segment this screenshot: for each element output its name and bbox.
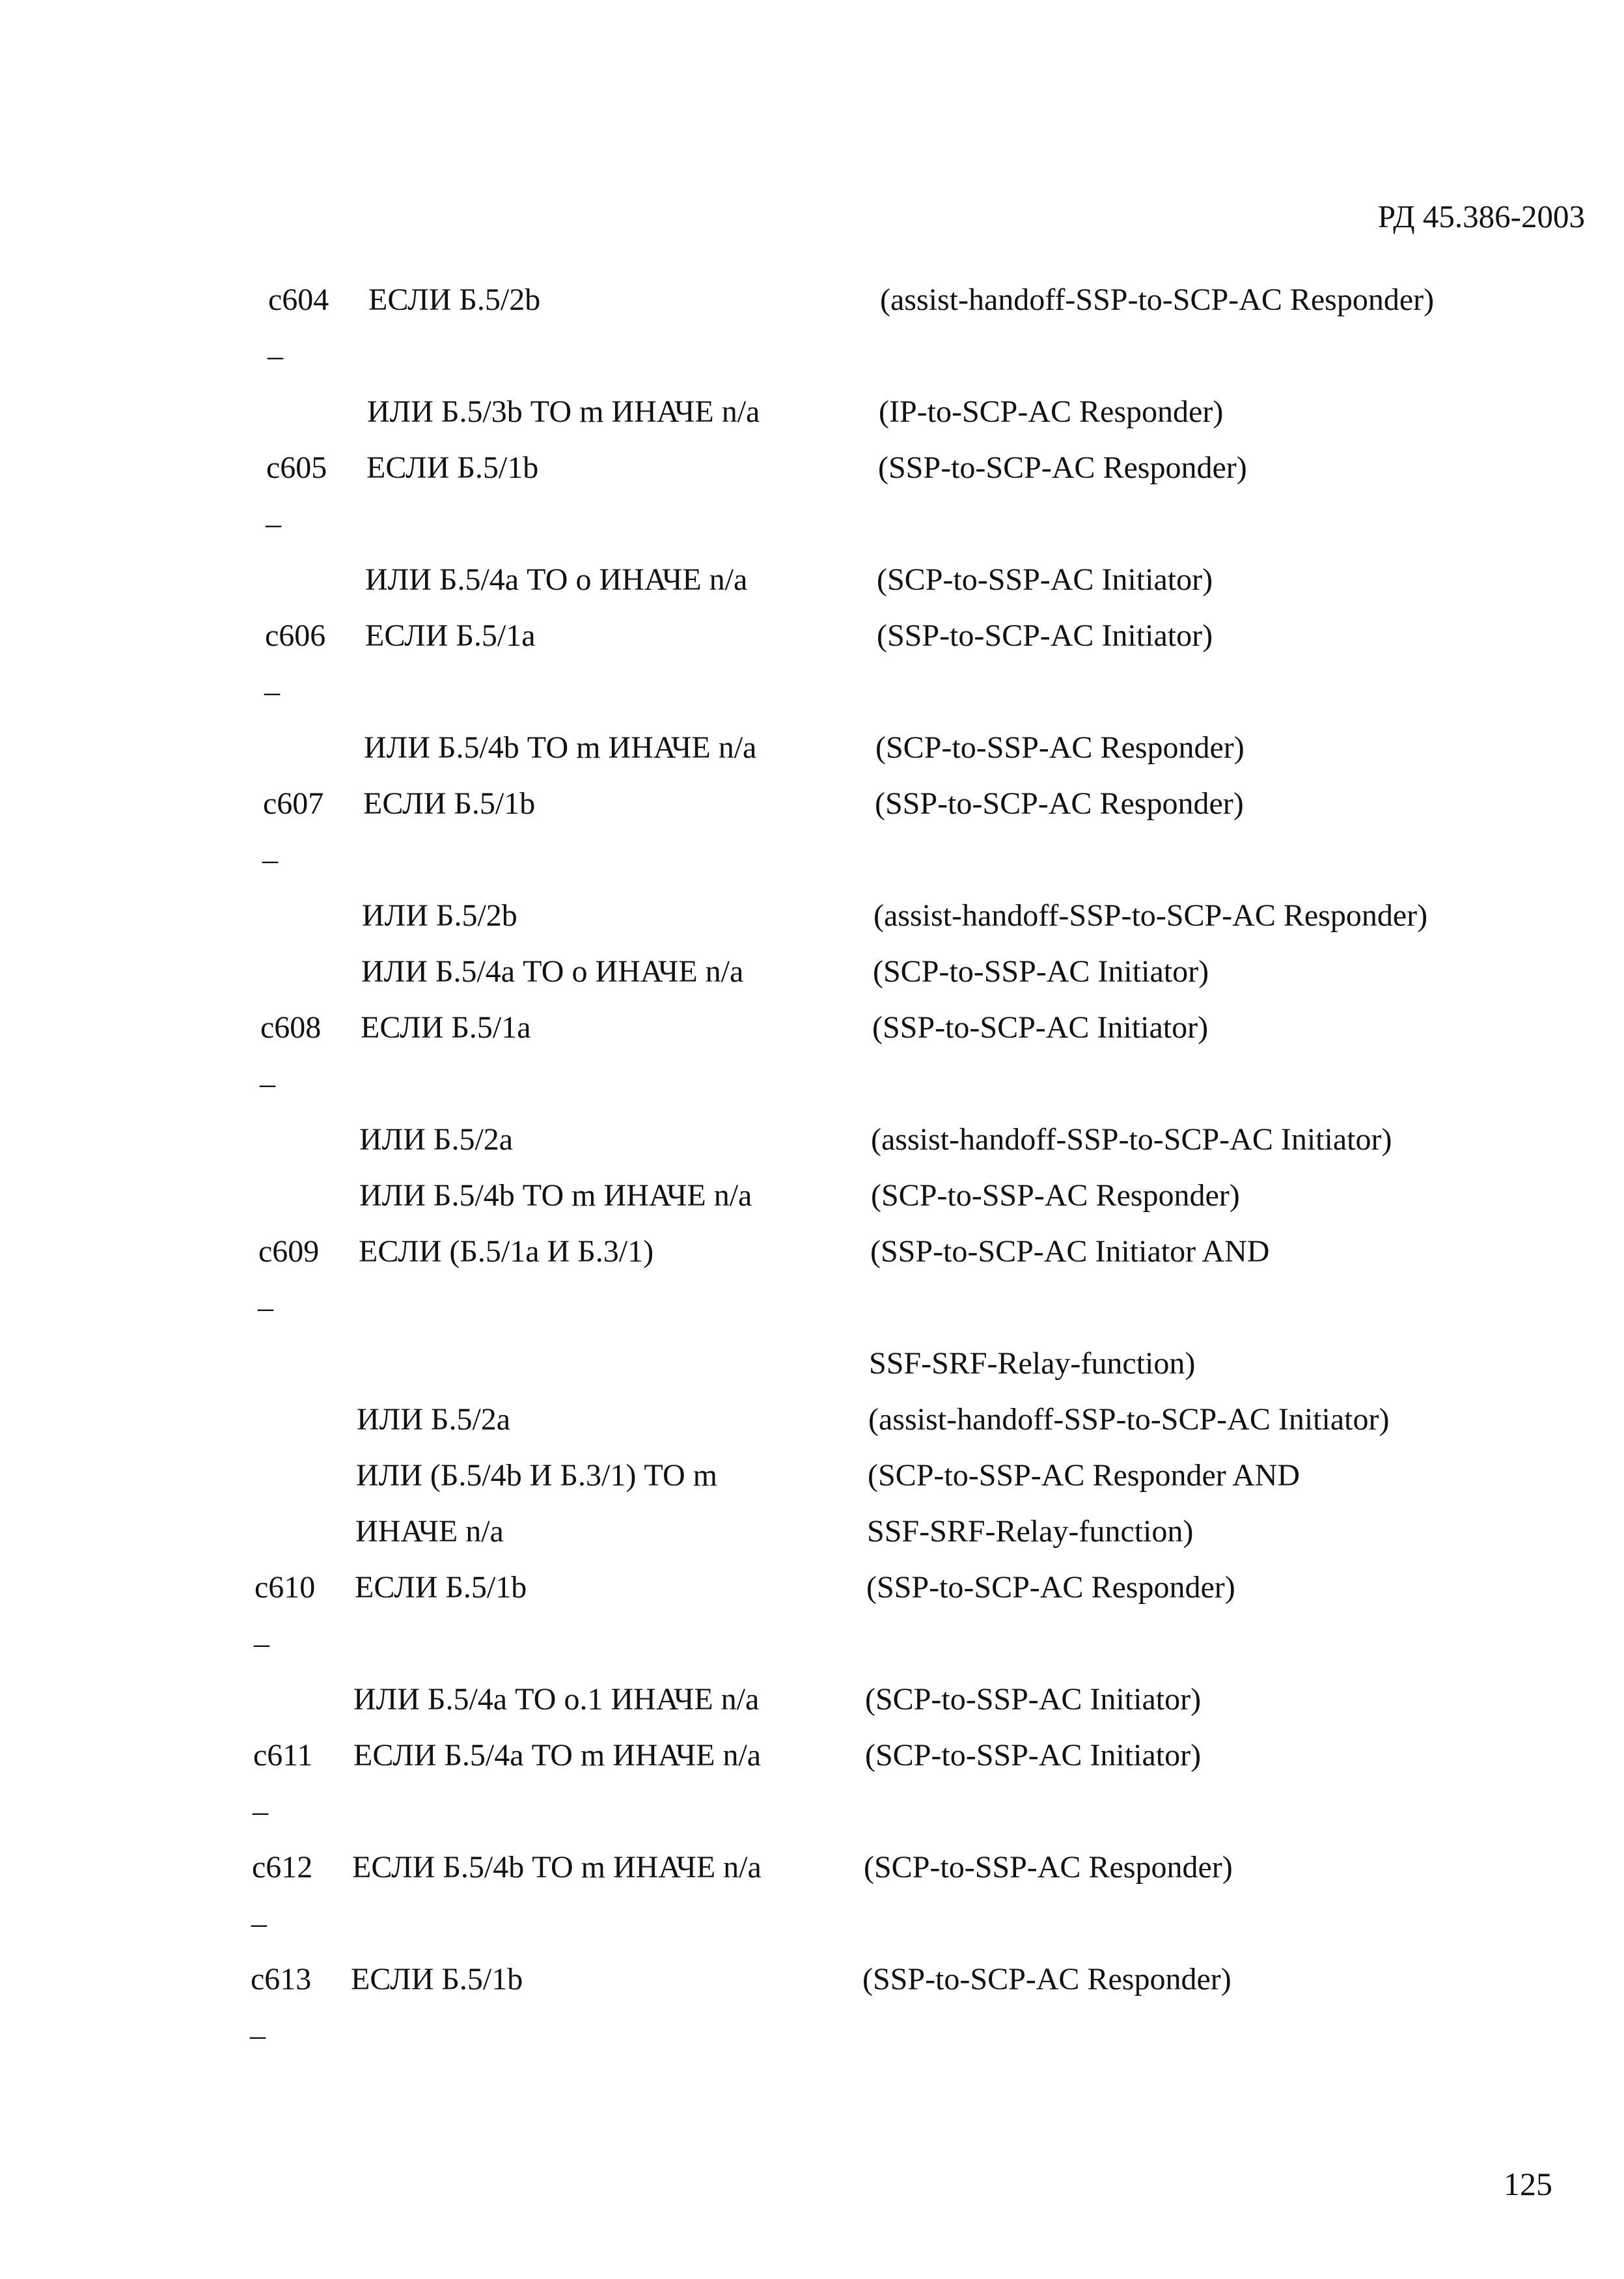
condition-expression: ЕСЛИ Б.5/1a [365,618,536,653]
condition-row [0,552,1624,608]
condition-row [0,1224,1624,1280]
page-number: 125 [1504,2166,1552,2202]
condition-code: c608 [260,1010,322,1045]
application-context: (assist-handoff-SSP-to-SCP-AC Initiator) [871,1122,1392,1157]
condition-expression: ЕСЛИ Б.5/2b [368,283,541,317]
condition-row [0,1280,1624,1336]
application-context: (SSP-to-SCP-AC Responder) [875,786,1244,821]
condition-code: – [254,1626,269,1661]
condition-row [0,328,1624,384]
application-context: (SCP-to-SSP-AC Initiator) [865,1738,1202,1773]
condition-row [0,496,1624,552]
condition-row [0,1952,1624,2008]
condition-row [0,440,1624,496]
condition-code: – [266,506,281,541]
condition-expression: ЕСЛИ Б.5/1b [363,786,536,821]
condition-expression: ИНАЧЕ n/a [355,1514,504,1549]
condition-row [0,1840,1624,1896]
application-context: (SSP-to-SCP-AC Responder) [866,1570,1235,1605]
application-context: (SCP-to-SSP-AC Responder) [864,1850,1233,1885]
application-context: (SCP-to-SSP-AC Responder AND [868,1458,1301,1493]
condition-code: c610 [255,1570,316,1605]
condition-expression: ИЛИ Б.5/2a [359,1122,514,1157]
condition-code: – [262,842,278,877]
condition-row [0,1504,1624,1560]
application-context: (IP-to-SCP-AC Responder) [879,394,1224,429]
condition-row [0,1000,1624,1056]
condition-expression: ЕСЛИ Б.5/4a ТО m ИНАЧЕ n/a [353,1738,762,1773]
condition-expression: ИЛИ Б.5/2a [357,1402,511,1437]
condition-code: c606 [265,618,326,653]
condition-expression: ЕСЛИ Б.5/1b [366,450,539,485]
condition-code: – [260,1066,275,1101]
condition-row [0,1336,1624,1392]
application-context: SSF-SRF-Relay-function) [869,1346,1196,1381]
application-context: (SCP-to-SSP-AC Responder) [871,1178,1240,1213]
application-context: (assist-handoff-SSP-to-SCP-AC Responder) [874,898,1428,933]
condition-code: – [250,2018,266,2052]
condition-code: c605 [266,450,327,485]
application-context: (SCP-to-SSP-AC Responder) [875,730,1245,765]
condition-row [0,720,1624,776]
condition-expression: ИЛИ (Б.5/4b И Б.3/1) ТО m [356,1458,717,1493]
condition-expression: ИЛИ Б.5/4a ТО o.1 ИНАЧЕ n/a [353,1682,760,1717]
condition-code: c613 [251,1962,312,1996]
condition-code: – [268,338,283,373]
condition-row [0,272,1624,328]
condition-expression: ИЛИ Б.5/4a ТО o ИНАЧЕ n/a [365,562,748,597]
condition-expression: ЕСЛИ (Б.5/1a И Б.3/1) [359,1234,654,1269]
condition-code: c609 [258,1234,320,1269]
condition-expression: ИЛИ Б.5/4b ТО m ИНАЧЕ n/a [359,1178,752,1213]
condition-row [0,1784,1624,1840]
condition-row [0,2008,1624,2064]
condition-row [0,1168,1624,1224]
condition-expression: ИЛИ Б.5/3b ТО m ИНАЧЕ n/a [367,394,760,429]
condition-row [0,1056,1624,1112]
condition-row [0,1616,1624,1672]
application-context: (assist-handoff-SSP-to-SCP-AC Initiator) [868,1402,1390,1437]
condition-expression: ЕСЛИ Б.5/1b [355,1570,527,1605]
application-context: (SSP-to-SCP-AC Initiator) [877,618,1213,653]
application-context: SSF-SRF-Relay-function) [867,1514,1194,1549]
condition-row [0,1896,1624,1952]
document-code: РД 45.386-2003 [1377,199,1585,234]
application-context: (assist-handoff-SSP-to-SCP-AC Responder) [880,283,1435,317]
condition-expression: ИЛИ Б.5/4b ТО m ИНАЧЕ n/a [364,730,757,765]
condition-expression: ЕСЛИ Б.5/1b [351,1962,523,1996]
application-context: (SCP-to-SSP-AC Initiator) [865,1682,1202,1717]
condition-code: – [264,674,280,709]
condition-row [0,1728,1624,1784]
application-context: (SSP-to-SCP-AC Initiator) [872,1010,1209,1045]
condition-row [0,944,1624,1000]
condition-row [0,1672,1624,1728]
application-context: (SSP-to-SCP-AC Responder) [878,450,1247,485]
condition-row [0,832,1624,888]
application-context: (SCP-to-SSP-AC Initiator) [873,954,1209,989]
application-context: (SCP-to-SSP-AC Initiator) [877,562,1213,597]
application-context: (SSP-to-SCP-AC Responder) [862,1962,1232,1996]
condition-expression: ИЛИ Б.5/2b [362,898,517,933]
condition-expression: ИЛИ Б.5/4a ТО o ИНАЧЕ n/a [361,954,744,989]
condition-row [0,608,1624,664]
condition-code: c604 [268,283,329,317]
condition-row [0,1448,1624,1504]
condition-row [0,888,1624,944]
condition-code: c607 [263,786,324,821]
condition-code: – [253,1794,268,1829]
condition-row [0,1112,1624,1168]
condition-code: c612 [252,1850,313,1885]
condition-code: – [258,1290,273,1325]
condition-row [0,384,1624,440]
condition-code: c611 [253,1738,313,1773]
condition-row [0,776,1624,832]
condition-row [0,1560,1624,1616]
condition-code: – [251,1906,267,1941]
condition-expression: ЕСЛИ Б.5/1a [361,1010,531,1045]
condition-row [0,1392,1624,1448]
condition-row [0,664,1624,720]
application-context: (SSP-to-SCP-AC Initiator AND [870,1234,1270,1269]
condition-expression: ЕСЛИ Б.5/4b ТО m ИНАЧЕ n/a [352,1850,762,1885]
